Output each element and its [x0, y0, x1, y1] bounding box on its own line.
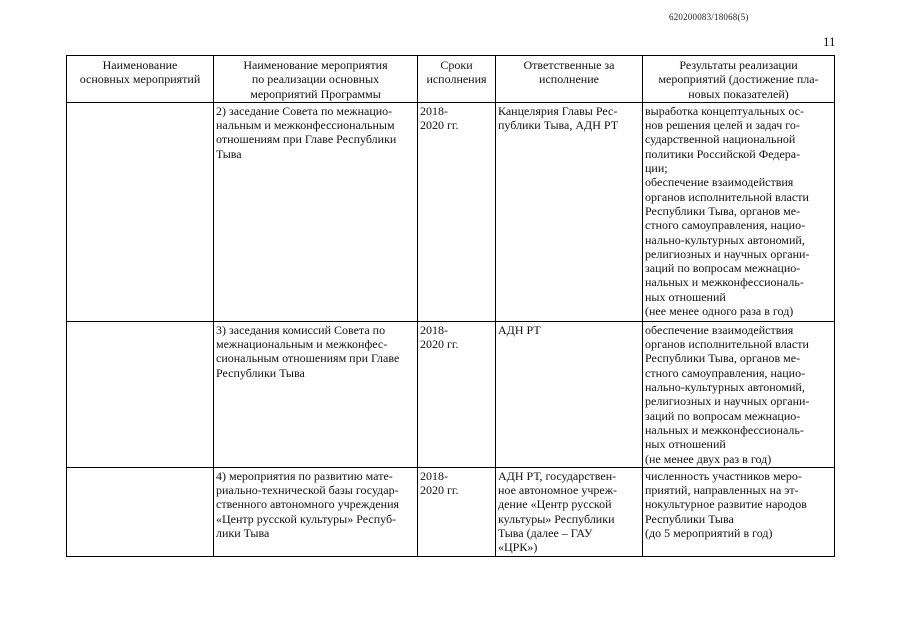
table-header-row [67, 56, 835, 103]
main-measure-cell [67, 321, 214, 467]
column-header-period: Сроки исполнения [418, 56, 496, 103]
measure-cell: 3) заседания комиссий Совета по межнациональным и межконфес- сиональным отношениям при Главе Республики Тыва [214, 321, 418, 467]
responsible-cell: Канцелярия Главы Рес- публики Тыва, АДН РТ [496, 102, 643, 321]
column-header-main-measures: Наименование основных мероприятий [67, 56, 214, 103]
results-cell: обеспечение взаимодействия органов исполнительной власти Республики Тыва, органов ме- стного самоуправления, нацио- нально-культурных автономий, религиозных и научных органи- заций по вопросам межнацио- нальных и межконфессиональ- ных отношений (не менее двух раз в год) [643, 321, 835, 467]
period-cell: 2018- 2020 гг. [418, 321, 496, 467]
responsible-cell: АДН РТ [496, 321, 643, 467]
period-cell: 2018- 2020 гг. [418, 467, 496, 556]
table-row [67, 321, 835, 467]
main-measure-cell [67, 102, 214, 321]
results-cell: численность участников меро- приятий, направленных на эт- нокультурное развитие народов Республики Тыва (до 5 мероприятий в год) [643, 467, 835, 556]
table-row [67, 102, 835, 321]
main-measure-cell [67, 467, 214, 556]
column-header-responsible: Ответственные за исполнение [496, 56, 643, 103]
page-number: 11 [823, 34, 836, 49]
table-row [67, 467, 835, 556]
measure-cell: 4) мероприятия по развитию мате- риально-технической базы государ- ственного автономного учреждения «Центр русской культуры» Респуб- лики Тыва [214, 467, 418, 556]
column-header-measure-name: Наименование мероприятия по реализации основных мероприятий Программы [214, 56, 418, 103]
period-cell: 2018- 2020 гг. [418, 102, 496, 321]
column-header-results: Результаты реализации мероприятий (достижение пла- новых показателей) [643, 56, 835, 103]
measure-cell: 2) заседание Совета по межнацио- нальным и межконфессиональным отношениям при Главе Республики Тыва [214, 102, 418, 321]
responsible-cell: АДН РТ, государствен- ное автономное учреж- дение «Центр русской культуры» Республики Тыва (далее – ГАУ «ЦРК») [496, 467, 643, 556]
results-cell: выработка концептуальных ос- нов решения целей и задач го- сударственной национальной политики Российской Федера- ции; обеспечение взаимодействия органов исполнительной власти Республики Тыва, органов ме- стного самоуправления, нацио- нально-культурных автономий, религиозных и научных органи- заций по вопросам межнацио- нальных и межконфессиональ- ных отношений (нее менее одного раза в год) [643, 102, 835, 321]
program-measures-table [66, 55, 835, 557]
document-id: 620200083/18068(5) [669, 12, 749, 22]
